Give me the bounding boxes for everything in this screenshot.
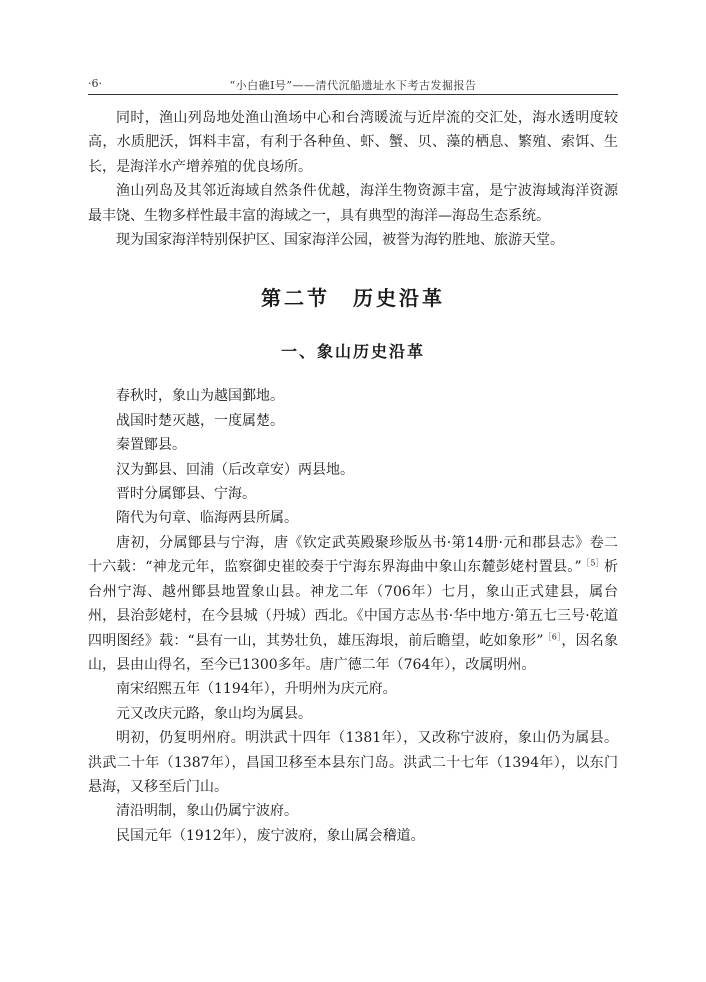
paragraph: 元又改庆元路，象山均为属县。 xyxy=(116,705,312,722)
tang-text-1: 唐初，分属鄮县与宁海，唐《钦定武英殿聚珍版丛书·第14册·元和郡县志》卷二十六载：“神龙元年，监察御史崔皎奏于宁海东界海曲中象山东麓彭姥村置县。” xyxy=(88,534,618,576)
paragraph: 明初，仍复明州府。明洪武十四年（1381年），又改称宁波府，象山仍为属县。洪武二十年（1387年），昌国卫移至本县东门岛。洪武二十七年（1394年），以东门悬海，又移至后门山。 xyxy=(88,730,618,795)
page-body xyxy=(88,106,618,848)
paragraph: 战国时楚灭越，一度属楚。 xyxy=(116,412,284,429)
paragraph: 汉为鄞县、回浦（后改章安）两县地。 xyxy=(116,461,354,478)
tang-text-3: ，因名象山，县由山得名，至今已1300多年。唐广德二年（764年），改属明州。 xyxy=(88,632,619,673)
paragraph: 民国元年（1912年），废宁波府，象山属会稽道。 xyxy=(116,827,425,844)
paragraph: 同时，渔山列岛地处渔山渔场中心和台湾暖流与近岸流的交汇处，海水透明度较高，水质肥沃，饵料丰富，有利于各种鱼、虾、蟹、贝、藻的栖息、繁殖、索饵、生长，是海洋水产增养殖的优良场所。 xyxy=(88,110,618,175)
paragraph: 现为国家海洋特别保护区、国家海洋公园，被誉为海钓胜地、旅游天堂。 xyxy=(116,232,564,249)
paragraph: 清沿明制，象山仍属宁波府。 xyxy=(116,803,298,820)
running-title: “小白礁Ⅰ号”——清代沉船遗址水下考古发掘报告 xyxy=(229,79,477,92)
paragraph: 秦置鄮县。 xyxy=(116,437,186,454)
section-title: 第二节 历史沿革 xyxy=(261,286,445,311)
paragraph: 隋代为句章、临海两县所属。 xyxy=(116,510,298,527)
citation-ref-5: ［5］ xyxy=(581,558,604,568)
tang-text-2: 析台州宁海、越州鄮县地置象山县。神龙二年（706年）七月，象山正式建县，属台州，县治彭姥村，在今县城（丹城）西北。《中国方志丛书·华中地方·第五七三号·乾道四明图经》载：“县有一山，其势壮负，雄压海垠，前后瞻望，屹如象形” xyxy=(88,559,618,649)
running-header xyxy=(88,74,618,95)
paragraph: 春秋时，象山为越国鄞地。 xyxy=(116,388,284,405)
paragraph: 晋时分属鄮县、宁海。 xyxy=(116,486,256,503)
paragraph: 渔山列岛及其邻近海域自然条件优越，海洋生物资源丰富，是宁波海域海洋资源最丰饶、生物多样性最丰富的海域之一，具有典型的海洋—海岛生态系统。 xyxy=(88,183,618,224)
page-number: ·6· xyxy=(88,77,102,90)
paragraph: 南宋绍熙五年（1194年），升明州为庆元府。 xyxy=(116,681,397,698)
paragraph-tang xyxy=(88,531,618,677)
subsection-title: 一、象山历史沿革 xyxy=(280,342,425,362)
history-text xyxy=(88,384,618,848)
citation-ref-6: ［6］ xyxy=(543,631,562,641)
